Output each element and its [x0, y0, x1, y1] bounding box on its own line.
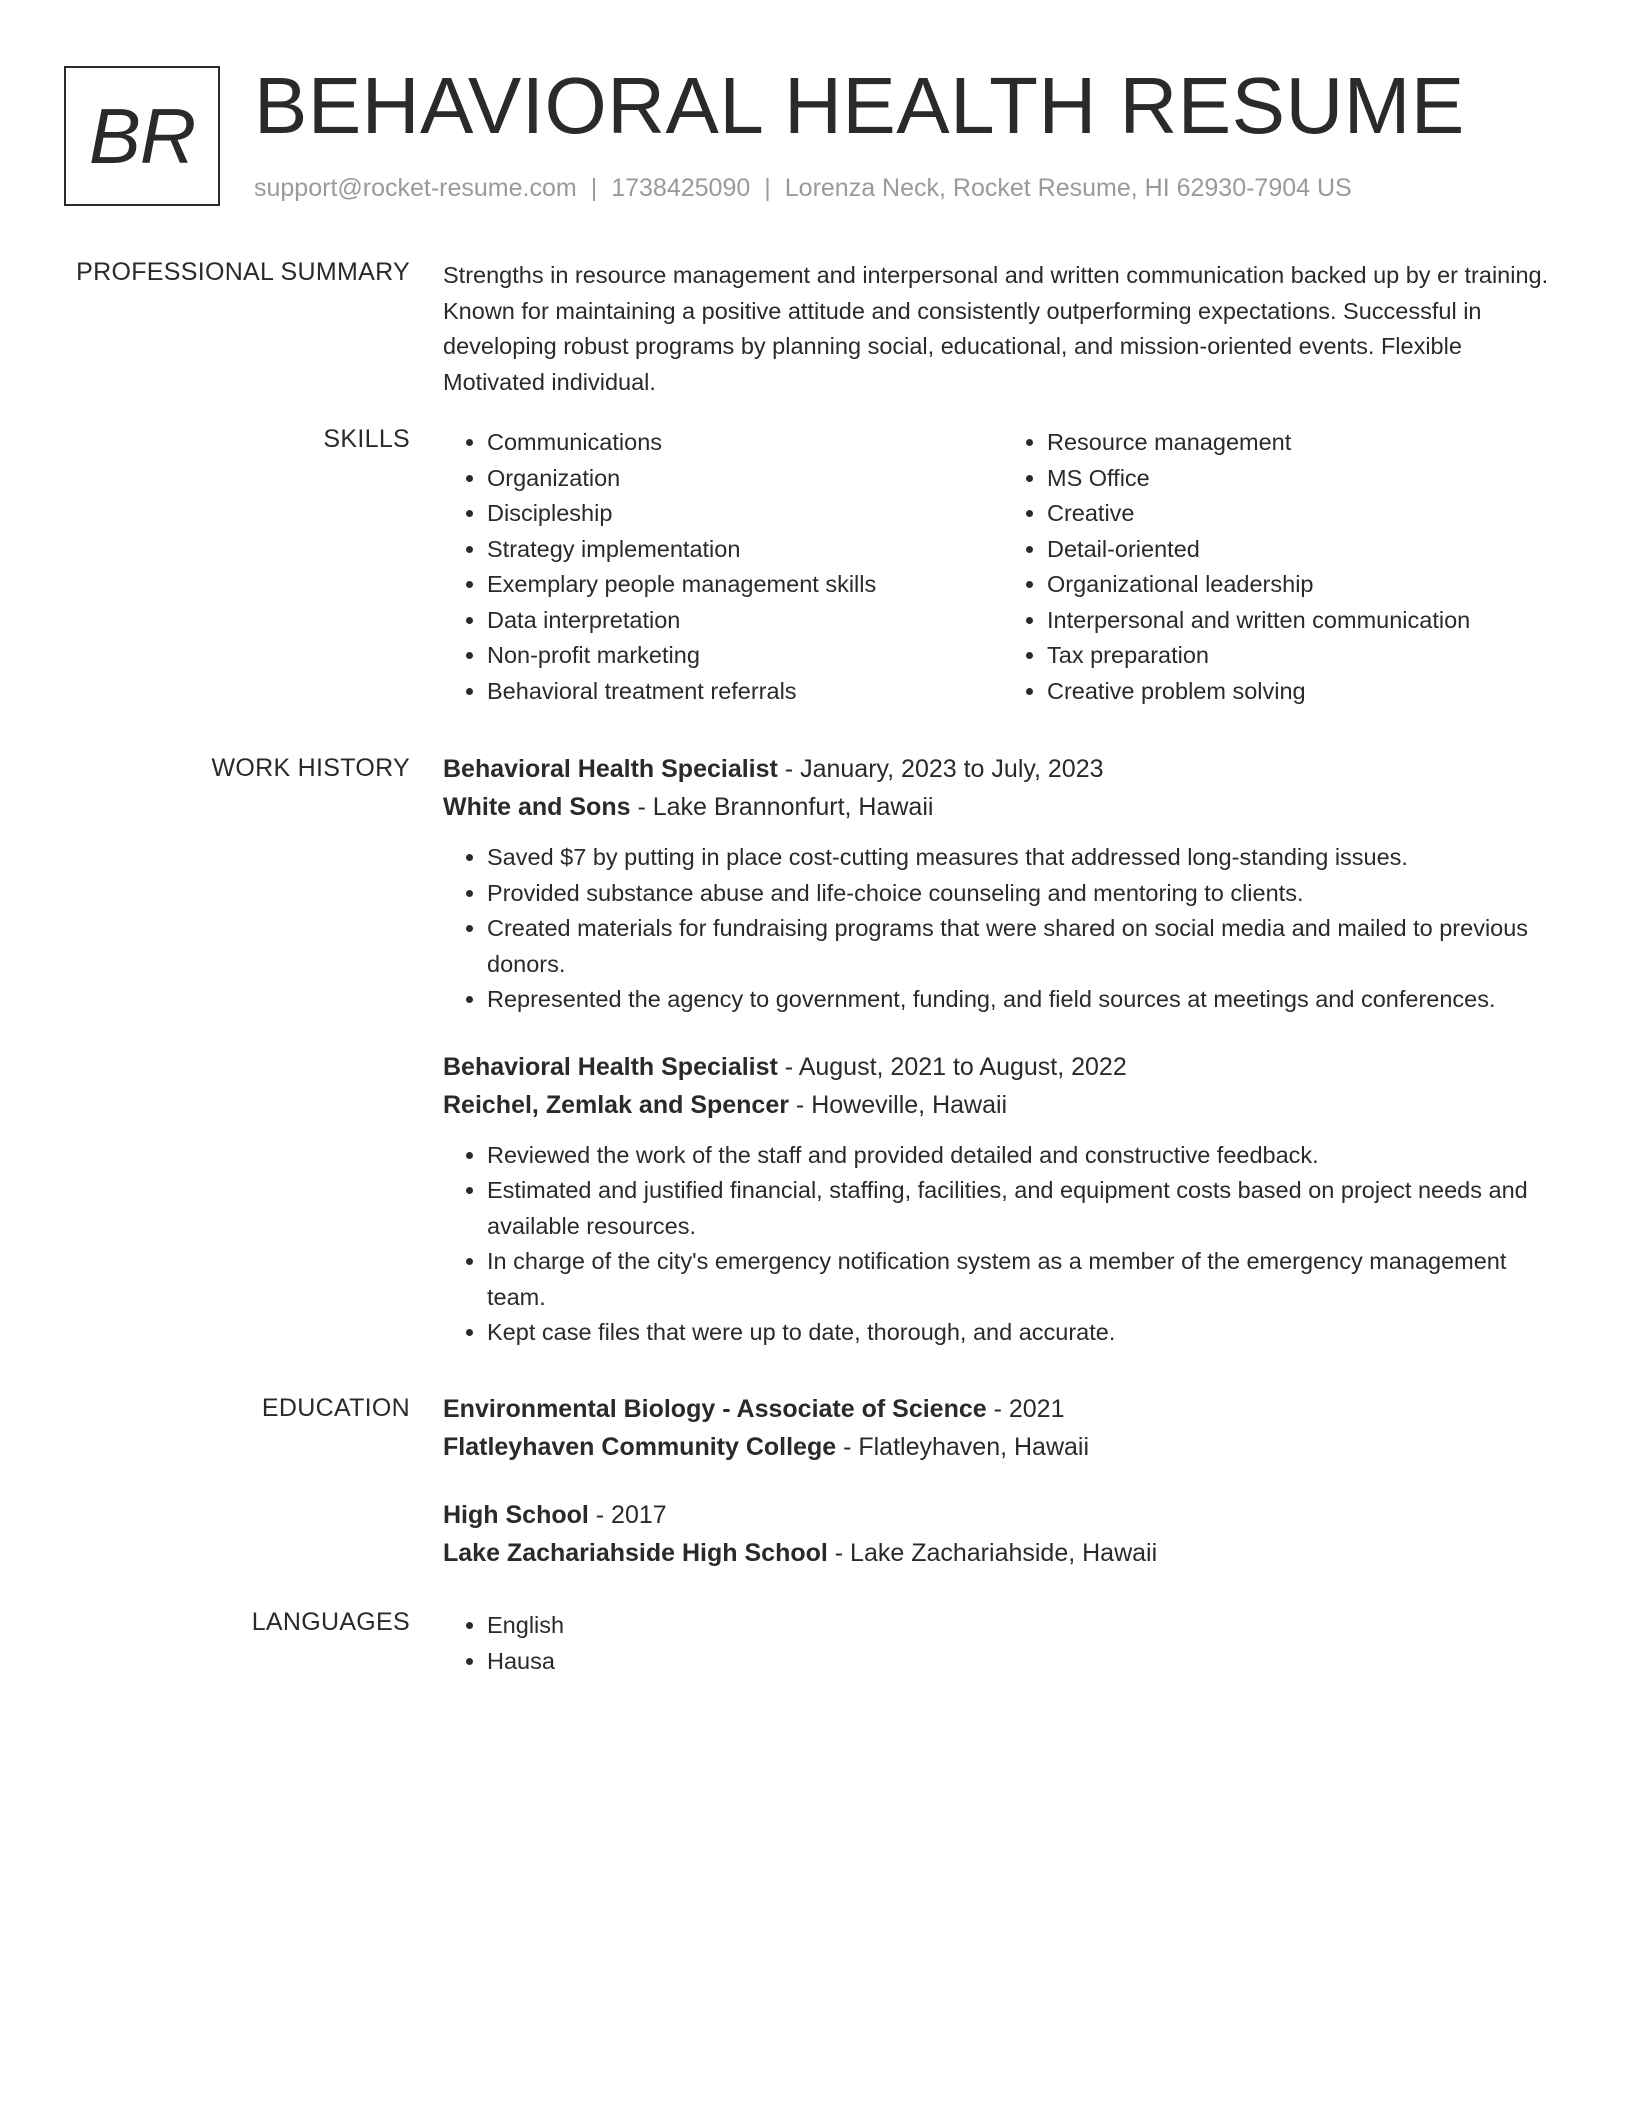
skill-item: • MS Office: [1047, 461, 1563, 497]
job-company: Reichel, Zemlak and Spencer: [443, 1090, 789, 1119]
contact-separator: |: [590, 174, 598, 202]
job-bullet: • Represented the agency to government, funding, and field sources at meetings and conferences.: [487, 982, 1563, 1018]
skill-item: • Behavioral treatment referrals: [487, 674, 1003, 710]
job-bullet: • Created materials for fundraising programs that were shared on social media and mailed to previous donors.: [487, 911, 1563, 982]
section-label-work: WORK HISTORY: [211, 754, 410, 782]
skill-item: • Data interpretation: [487, 603, 1003, 639]
skills-body: [443, 425, 1563, 709]
job-bullet: • Saved $7 by putting in place cost-cutting measures that addressed long-standing issues.: [487, 840, 1563, 876]
education-entry: [443, 1496, 1563, 1572]
skills-list-left: [443, 425, 1003, 709]
education-degree-line: [443, 1390, 1563, 1428]
education-body: [443, 1390, 1563, 1572]
section-label-skills: SKILLS: [323, 425, 410, 453]
contact-line: [254, 174, 1352, 203]
section-label-languages: LANGUAGES: [251, 1608, 410, 1636]
languages-body: [443, 1608, 1563, 1679]
job-dates: - August, 2021 to August, 2022: [777, 1052, 1127, 1081]
job-dates: - January, 2023 to July, 2023: [777, 755, 1104, 783]
languages-list: [443, 1608, 1563, 1679]
resume-title: BEHAVIORAL HEALTH RESUME: [254, 61, 1465, 150]
language-item: • English: [487, 1608, 1563, 1644]
job-location: - Lake Brannonfurt, Hawaii: [630, 793, 934, 821]
skill-item: • Creative problem solving: [1047, 674, 1563, 710]
job-company: White and Sons: [443, 793, 631, 821]
contact-address: Lorenza Neck, Rocket Resume, HI 62930-7904 US: [784, 174, 1352, 202]
skill-item: • Organization: [487, 461, 1003, 497]
section-label-summary: PROFESSIONAL SUMMARY: [76, 258, 410, 286]
education-school-line: [443, 1428, 1563, 1466]
skills-list-right: [1003, 425, 1563, 709]
skill-item: • Detail-oriented: [1047, 532, 1563, 568]
education-location: - Lake Zachariahside, Hawaii: [827, 1539, 1158, 1567]
job-title-line: [443, 1048, 1563, 1086]
education-school-line: [443, 1534, 1563, 1572]
job-entry: [443, 1048, 1563, 1351]
language-item: • Hausa: [487, 1644, 1563, 1680]
job-entry: [443, 750, 1563, 1018]
job-title-line: [443, 750, 1563, 788]
contact-separator: |: [764, 174, 771, 202]
education-year: - 2021: [986, 1395, 1065, 1423]
contact-phone: 1738425090: [611, 174, 751, 202]
job-bullet: • Kept case files that were up to date, thorough, and accurate.: [487, 1315, 1563, 1351]
skill-item: • Creative: [1047, 496, 1563, 532]
skill-item: • Communications: [487, 425, 1003, 461]
job-bullets: [443, 1138, 1563, 1351]
education-location: - Flatleyhaven, Hawaii: [836, 1433, 1090, 1461]
section-label-education: EDUCATION: [261, 1394, 410, 1422]
job-bullet: • Provided substance abuse and life-choice counseling and mentoring to clients.: [487, 876, 1563, 912]
job-bullets: [443, 840, 1563, 1018]
education-school: Lake Zachariahside High School: [443, 1539, 828, 1567]
job-title: Behavioral Health Specialist: [443, 755, 778, 783]
skill-item: • Non-profit marketing: [487, 638, 1003, 674]
education-degree-line: [443, 1496, 1563, 1534]
education-year: - 2017: [588, 1501, 667, 1529]
summary-body: [443, 258, 1563, 400]
education-school: Flatleyhaven Community College: [443, 1433, 837, 1461]
job-location: - Howeville, Hawaii: [788, 1090, 1008, 1119]
monogram-initials: BR: [88, 91, 196, 180]
summary-text: Strengths in resource management and interpersonal and written communication backed up by er training. Known for maintaining a positive attitude and consistently outperforming expectations. Successful in developing robust programs by planning social, educational, and mission-oriented events. Flexible Motivated individual.: [443, 262, 1549, 395]
job-bullet: • Estimated and justified financial, staffing, facilities, and equipment costs based on project needs and available resources.: [487, 1173, 1563, 1244]
skill-item: • Interpersonal and written communication: [1047, 603, 1563, 639]
skill-item: • Discipleship: [487, 496, 1003, 532]
education-degree: Environmental Biology - Associate of Science: [443, 1395, 987, 1423]
skill-item: • Exemplary people management skills: [487, 567, 1003, 603]
monogram-box: [64, 66, 220, 206]
education-entry: [443, 1390, 1563, 1466]
job-title: Behavioral Health Specialist: [443, 1052, 778, 1081]
education-degree: High School: [443, 1501, 589, 1529]
job-company-line: [443, 1086, 1563, 1124]
skill-item: • Strategy implementation: [487, 532, 1003, 568]
skill-item: • Organizational leadership: [1047, 567, 1563, 603]
job-bullet: • In charge of the city's emergency notification system as a member of the emergency management team.: [487, 1244, 1563, 1315]
skill-item: • Resource management: [1047, 425, 1563, 461]
skill-item: • Tax preparation: [1047, 638, 1563, 674]
job-bullet: • Reviewed the work of the staff and provided detailed and constructive feedback.: [487, 1138, 1563, 1174]
contact-email: support@rocket-resume.com: [254, 174, 577, 202]
job-company-line: [443, 788, 1563, 826]
work-history-body: [443, 750, 1563, 1351]
